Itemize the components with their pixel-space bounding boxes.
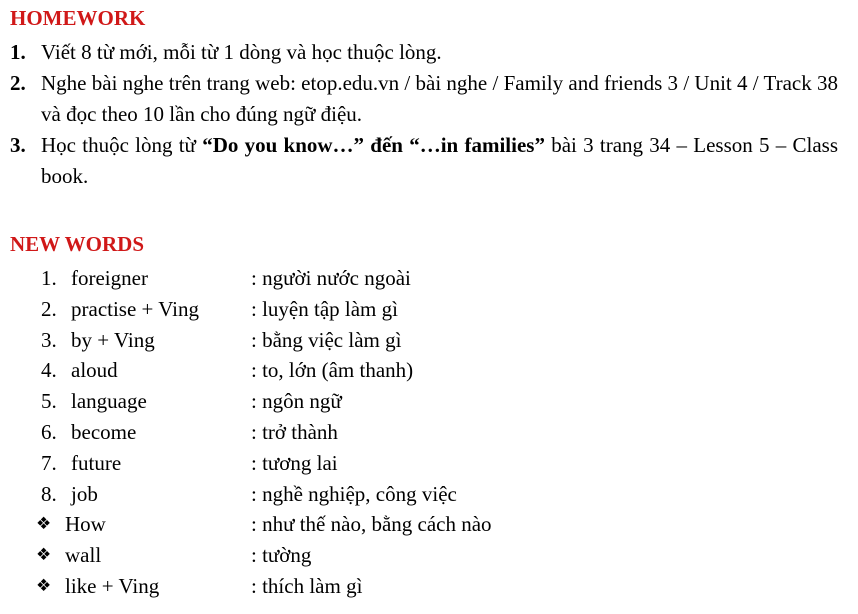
new-word-term: by + Ving [71,327,155,352]
homework-item-text-bold: “Do you know…” đến “…in families” [202,133,545,157]
homework-item-number: 2. [10,71,26,95]
new-word-meaning: : trở thành [251,419,338,444]
homework-item-text: Viết 8 từ mới, mỗi từ 1 dòng và học thuộc lòng. [41,40,442,64]
homework-item-number: 3. [10,133,26,157]
homework-list [10,37,838,192]
new-word-number: 2. [41,296,57,321]
new-word-term: practise + Ving [71,296,199,321]
new-word-meaning: : to, lớn (âm thanh) [251,358,414,383]
homework-item-number: 1. [10,40,26,64]
new-word-meaning: : người nước ngoài [251,266,411,290]
new-word-term: wall [65,543,102,568]
new-word-number: 1. [41,266,57,290]
new-word-term: become [71,419,137,444]
new-word-number: 4. [41,358,57,383]
new-word-term: foreigner [71,266,148,290]
new-word-number: 6. [41,419,57,444]
new-word-meaning: : tương lai [251,450,338,475]
new-word-meaning: : thích làm gì [251,573,363,598]
new-word-term: aloud [71,358,118,383]
new-word-number: 8. [41,481,57,506]
new-word-number: 7. [41,450,57,475]
new-word-term: How [65,512,106,537]
new-word-term: language [71,389,147,414]
new-word-meaning: : như thế nào, bằng cách nào [251,512,492,537]
homework-item-2 [10,68,838,130]
homework-item-1 [10,37,838,68]
new-word-term: like + Ving [65,573,160,598]
homework-item-3 [10,130,838,192]
diamond-bullet-icon: ❖ [36,575,52,596]
diamond-bullet-icon: ❖ [36,514,52,535]
homework-item-text-after: bài 3 trang 34 – Lesson 5 – Class book. [41,133,838,188]
new-word-term: job [71,481,98,506]
new-word-number: 5. [41,389,57,414]
homework-item-text-before: Học thuộc lòng từ [41,133,203,157]
diamond-bullet-icon: ❖ [36,545,52,566]
homework-item-text: Nghe bài nghe trên trang web: etop.edu.vn / bài nghe / Family and friends 3 / Unit 4 / Track 38 và đọc theo 10 lần cho đúng ngữ điệu. [41,71,838,126]
new-word-meaning: : ngôn ngữ [251,389,342,414]
new-word-term: future [71,450,122,475]
new-word-meaning: : tường [251,543,312,568]
homework-title: HOMEWORK [10,6,146,30]
new-word-meaning: : luyện tập làm gì [251,296,398,321]
new-words-title: NEW WORDS [10,232,145,256]
new-word-meaning: : nghề nghiệp, công việc [251,481,457,506]
new-word-meaning: : bằng việc làm gì [251,327,402,352]
new-word-number: 3. [41,327,57,352]
